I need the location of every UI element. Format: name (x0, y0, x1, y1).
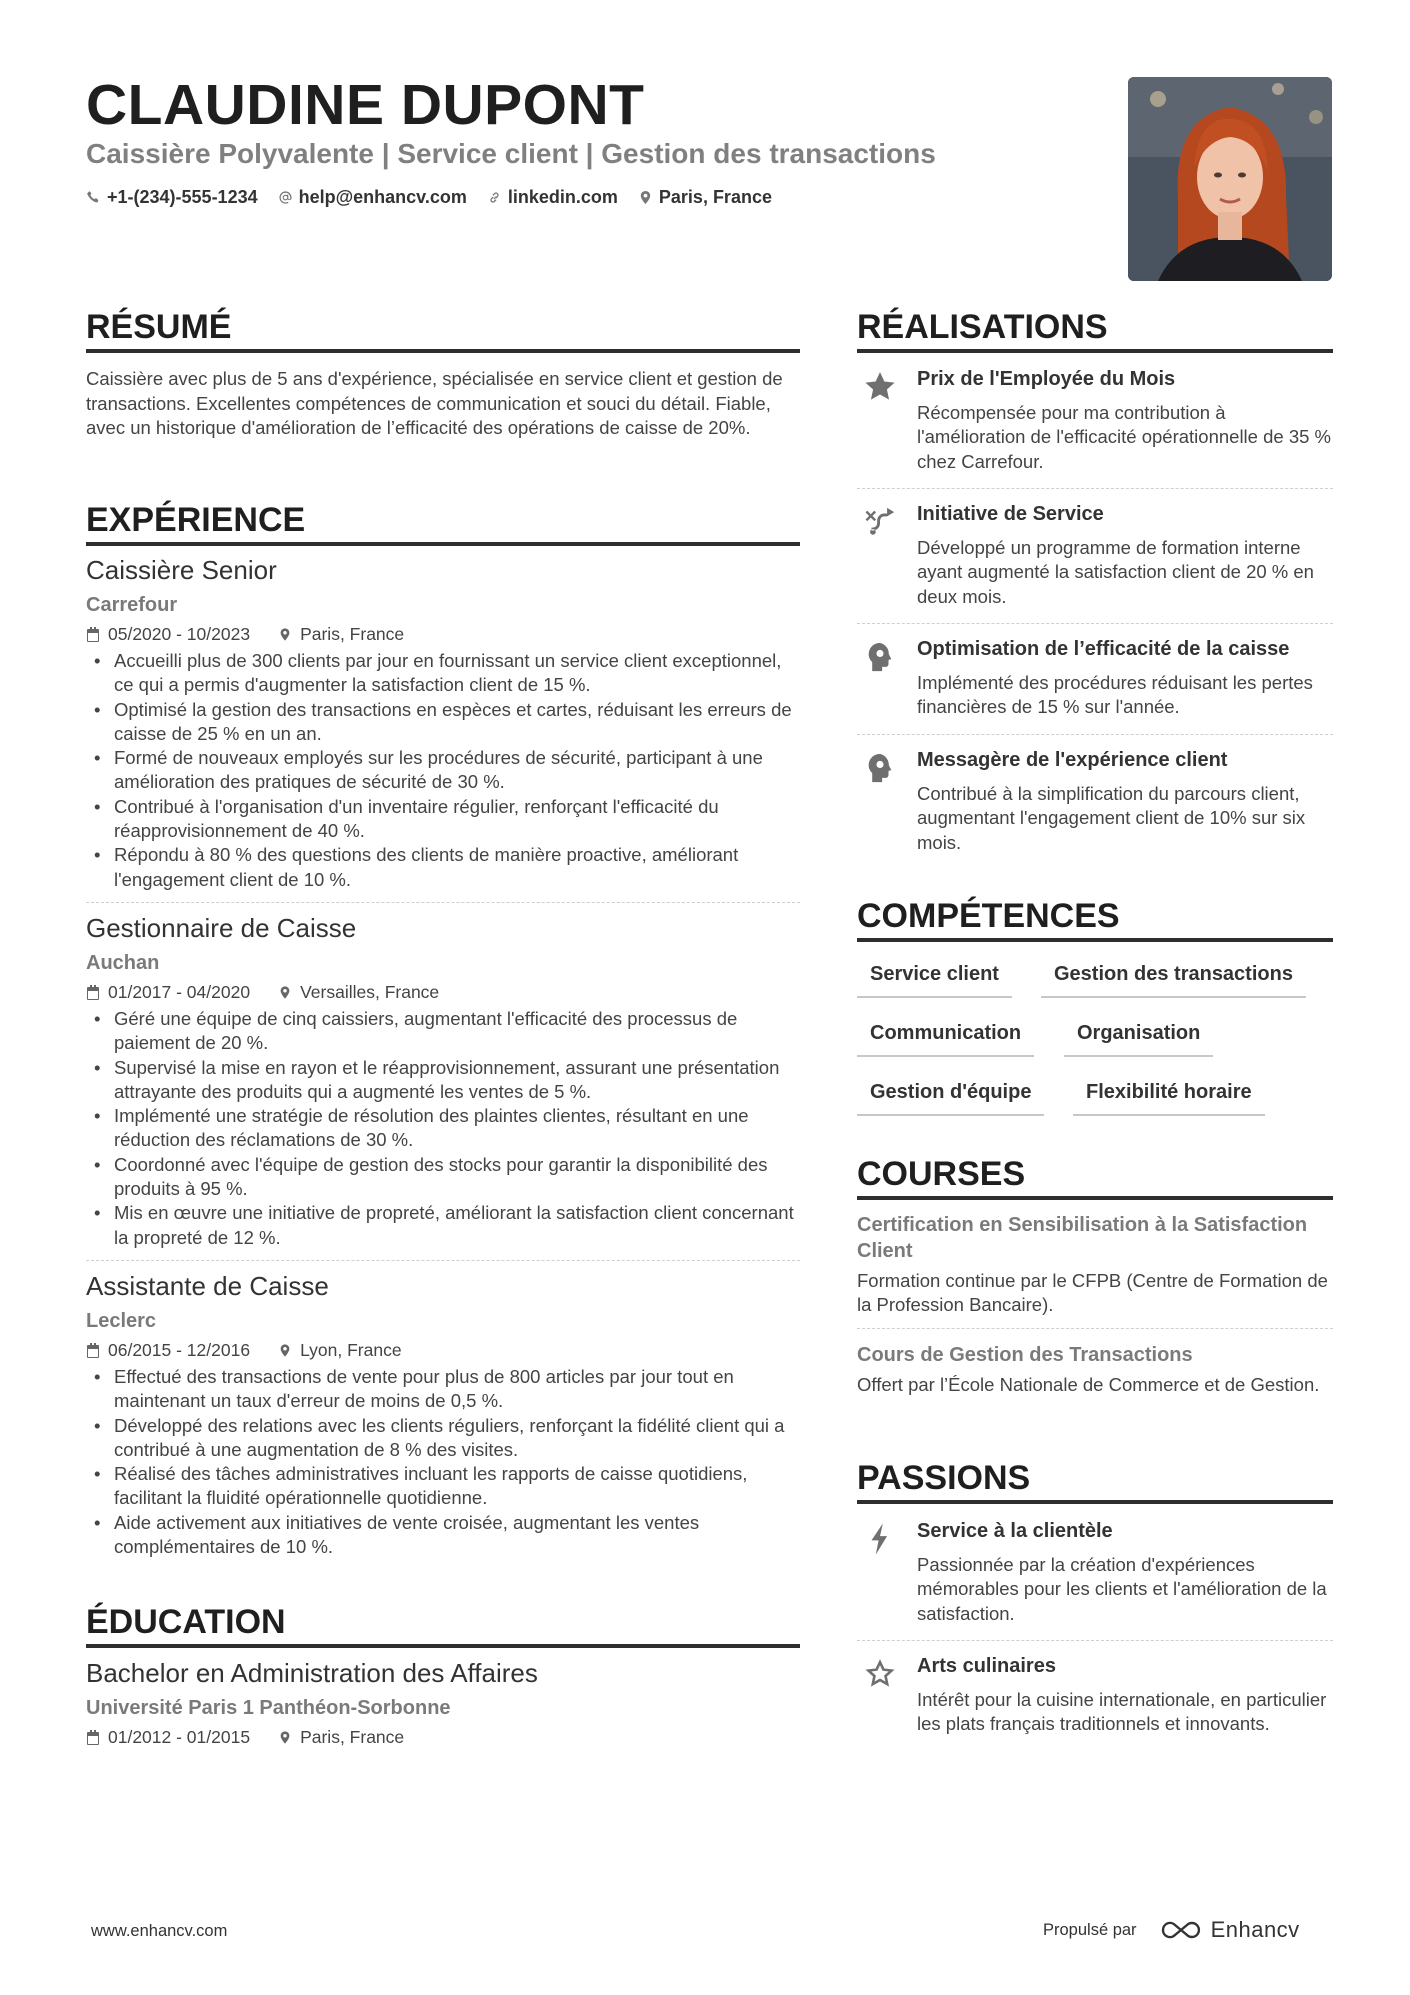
location-pin-icon (278, 1343, 292, 1358)
achievement-text: Contribué à la simplification du parcours client, augmentant l'engagement client de 10% sur six mois. (917, 783, 1306, 853)
achievement-title: Initiative de Service (917, 503, 1104, 525)
education-school: Université Paris 1 Panthéon-Sorbonne (86, 1697, 451, 1719)
job-meta (86, 982, 800, 1003)
calendar-icon (86, 1730, 100, 1745)
education-dates-text: 01/2012 - 01/2015 (108, 1727, 251, 1747)
summary-text: Caissière avec plus de 5 ans d'expérience, spécialisée en service client et gestion de transactions. Excellentes compétences de communication et souci du détail. Fiable, avec un historique d'amélioration de l’efficacité des opérations de caisse de 20%. (86, 368, 783, 438)
job-bullet: • Supervisé la mise en rayon et le réapprovisionnement, assurant une présentation attrayante des produits qui a augmenté les ventes de 5 %. (86, 1056, 800, 1105)
contact-linkedin[interactable] (487, 187, 618, 208)
section-title-summary: RÉSUMÉ (86, 308, 232, 346)
section-rule (857, 1500, 1333, 1504)
job-bullet: • Effectué des transactions de vente pour plus de 800 articles par jour tout en maintenant un taux d'erreur de moins de 0,5 %. (86, 1365, 800, 1414)
job-bullets (86, 649, 800, 892)
course-text: Offert par l’École Nationale de Commerce et de Gestion. (857, 1374, 1320, 1395)
section-title-passions: PASSIONS (857, 1459, 1031, 1497)
head-icon (863, 751, 897, 785)
contact-email[interactable] (278, 187, 467, 208)
divider (857, 1640, 1333, 1641)
job-entry (86, 1271, 800, 1559)
job-bullet: • Formé de nouveaux employés sur les procédures de sécurité, participant à une amélioration des pratiques de sécurité de 30 %. (86, 746, 800, 795)
job-bullet: • Mis en œuvre une initiative de propreté, améliorant la satisfaction client concernant la propreté de 12 %. (86, 1201, 800, 1250)
achievement-item (857, 368, 1333, 474)
brand-name: Enhancv (1210, 1917, 1300, 1942)
course-item (857, 1212, 1333, 1318)
job-bullet: • Répondu à 80 % des questions des clients de manière proactive, améliorant l'engagement client de 10 %. (86, 843, 800, 892)
section-title-achievements: RÉALISATIONS (857, 308, 1108, 346)
job-bullet: • Implémenté une stratégie de résolution des plaintes clientes, résultant en une réduction des réclamations de 30 %. (86, 1104, 800, 1153)
profile-photo (1128, 77, 1332, 281)
achievement-item (857, 638, 1333, 720)
bolt-icon (863, 1522, 897, 1556)
job-entry (86, 913, 800, 1250)
section-title-education: ÉDUCATION (86, 1603, 286, 1641)
section-title-skills: COMPÉTENCES (857, 897, 1120, 935)
job-entry (86, 555, 800, 892)
divider (86, 902, 800, 903)
job-bullet: • Contribué à l'organisation d'un inventaire régulier, renforçant l'efficacité du réapprovisionnement de 40 %. (86, 795, 800, 844)
job-location (278, 982, 439, 1003)
skill-tag: Communication (857, 1022, 1034, 1057)
job-location-text: Versailles, France (300, 981, 440, 1002)
passion-title: Service à la clientèle (917, 1520, 1113, 1542)
divider (857, 734, 1333, 735)
achievement-item (857, 503, 1333, 609)
at-icon (278, 190, 293, 205)
job-dates-text: 05/2020 - 10/2023 (108, 624, 251, 644)
skill-tag: Gestion d'équipe (857, 1081, 1044, 1116)
education-location-text: Paris, France (300, 1727, 405, 1747)
section-title-courses: COURSES (857, 1155, 1026, 1193)
divider (86, 1260, 800, 1261)
skill-tag: Flexibilité horaire (1073, 1081, 1265, 1116)
job-dates (86, 982, 250, 1003)
divider (857, 488, 1333, 489)
job-bullet: • Développé des relations avec les clients réguliers, renforçant la fidélité client qui a contribué à une augmentation de 8 % des visites. (86, 1414, 800, 1463)
job-dates (86, 1340, 250, 1361)
skill-tag: Organisation (1064, 1022, 1213, 1057)
section-rule (86, 1644, 800, 1648)
passion-text: Passionnée par la création d'expériences mémorables pour les clients et l'amélioration de la satisfaction. (917, 1554, 1327, 1624)
enhancv-logo-icon (1159, 1918, 1203, 1942)
job-bullet: • Aide activement aux initiatives de vente croisée, augmentant les ventes complémentaires de 10 %. (86, 1511, 800, 1560)
job-dates-text: 01/2017 - 04/2020 (108, 981, 251, 1002)
section-rule (857, 349, 1333, 353)
job-dates (86, 624, 250, 645)
job-meta (86, 1340, 800, 1361)
achievement-text: Développé un programme de formation interne ayant augmenté la satisfaction client de 20 % en deux mois. (917, 537, 1314, 607)
education-location (278, 1727, 404, 1748)
passion-item (857, 1655, 1333, 1737)
education-dates (86, 1727, 250, 1748)
achievement-item (857, 749, 1333, 855)
course-title: Cours de Gestion des Transactions (857, 1344, 1193, 1366)
education-entry (86, 1658, 800, 1748)
job-location-text: Paris, France (300, 624, 405, 644)
location-pin-icon (278, 1730, 292, 1745)
education-degree: Bachelor en Administration des Affaires (86, 1658, 538, 1688)
job-bullet: • Accueilli plus de 300 clients par jour en fournissant un service client exceptionnel, ce qui a permis d'augmenter la satisfaction client de 15 %. (86, 649, 800, 698)
job-meta (86, 624, 800, 645)
portrait-illustration (1128, 77, 1332, 281)
experience-list (86, 555, 800, 1559)
location-pin-icon (278, 985, 292, 1000)
candidate-name: CLAUDINE DUPONT (86, 73, 645, 137)
skill-tag: Gestion des transactions (1041, 963, 1306, 998)
calendar-icon (86, 985, 100, 1000)
location-pin-icon (278, 627, 292, 642)
section-title-experience: EXPÉRIENCE (86, 501, 306, 539)
job-bullet: • Géré une équipe de cinq caissiers, augmentant l'efficacité des processus de paiement de 20 %. (86, 1007, 800, 1056)
candidate-headline: Caissière Polyvalente | Service client | Gestion des transactions (86, 138, 936, 169)
job-bullet: • Coordonné avec l'équipe de gestion des stocks pour garantir la disponibilité des produits à 95 %. (86, 1153, 800, 1202)
calendar-icon (86, 627, 100, 642)
job-bullets (86, 1365, 800, 1559)
passion-text: Intérêt pour la cuisine internationale, en particulier les plats français traditionnels et innovants. (917, 1689, 1327, 1735)
contact-phone[interactable] (86, 187, 258, 208)
job-bullet: • Réalisé des tâches administratives incluant les rapports de caisse quotidiens, facilitant la fluidité opérationnelle quotidienne. (86, 1462, 800, 1511)
job-bullets (86, 1007, 800, 1250)
route-icon (863, 505, 897, 539)
achievement-title: Prix de l'Employée du Mois (917, 368, 1176, 390)
section-rule (86, 349, 800, 353)
location-text: Paris, France (658, 187, 772, 207)
job-location (278, 624, 404, 645)
achievement-title: Messagère de l'expérience client (917, 749, 1228, 771)
star-icon (863, 370, 897, 404)
job-role: Caissière Senior (86, 555, 277, 585)
course-item (857, 1342, 1333, 1397)
section-rule (857, 938, 1333, 942)
job-company: Leclerc (86, 1309, 157, 1332)
phone-icon (86, 190, 101, 205)
skill-tag: Service client (857, 963, 1012, 998)
achievement-text: Récompensée pour ma contribution à l'amélioration de l'efficacité opérationnelle de 35 % chez Carrefour. (917, 402, 1331, 472)
footer-branding (1043, 1917, 1300, 1943)
contact-location (638, 187, 772, 208)
phone-text: +1-(234)-555-1234 (107, 187, 258, 207)
star-outline-icon (863, 1657, 897, 1691)
head-icon (863, 640, 897, 674)
link-icon (487, 190, 502, 205)
footer-website[interactable]: www.enhancv.com (91, 1922, 228, 1940)
divider (857, 1328, 1333, 1329)
course-text: Formation continue par le CFPB (Centre de Formation de la Profession Bancaire). (857, 1270, 1328, 1316)
brand-logo[interactable] (1159, 1917, 1300, 1943)
section-rule (857, 1196, 1333, 1200)
location-pin-icon (638, 190, 653, 205)
achievement-text: Implémenté des procédures réduisant les pertes financières de 15 % sur l'année. (917, 672, 1313, 718)
job-location (278, 1340, 402, 1361)
passion-title: Arts culinaires (917, 1655, 1056, 1677)
achievement-title: Optimisation de l’efficacité de la caisse (917, 638, 1290, 660)
divider (857, 623, 1333, 624)
job-dates-text: 06/2015 - 12/2016 (108, 1339, 251, 1360)
education-meta (86, 1727, 800, 1748)
calendar-icon (86, 1343, 100, 1358)
email-text: help@enhancv.com (298, 187, 467, 207)
job-company: Carrefour (86, 594, 178, 616)
job-role: Assistante de Caisse (86, 1270, 329, 1301)
powered-by-label: Propulsé par (1043, 1920, 1137, 1939)
job-role: Gestionnaire de Caisse (86, 912, 357, 943)
job-location-text: Lyon, France (300, 1339, 402, 1360)
job-company: Auchan (86, 951, 160, 974)
course-title: Certification en Sensibilisation à la Satisfaction Client (857, 1214, 1308, 1262)
job-bullet: • Optimisé la gestion des transactions en espèces et cartes, réduisant les erreurs de caisse de 25 % en un an. (86, 698, 800, 747)
section-rule (86, 542, 800, 546)
passion-item (857, 1520, 1333, 1626)
linkedin-text: linkedin.com (507, 187, 618, 207)
contact-bar (86, 187, 772, 208)
